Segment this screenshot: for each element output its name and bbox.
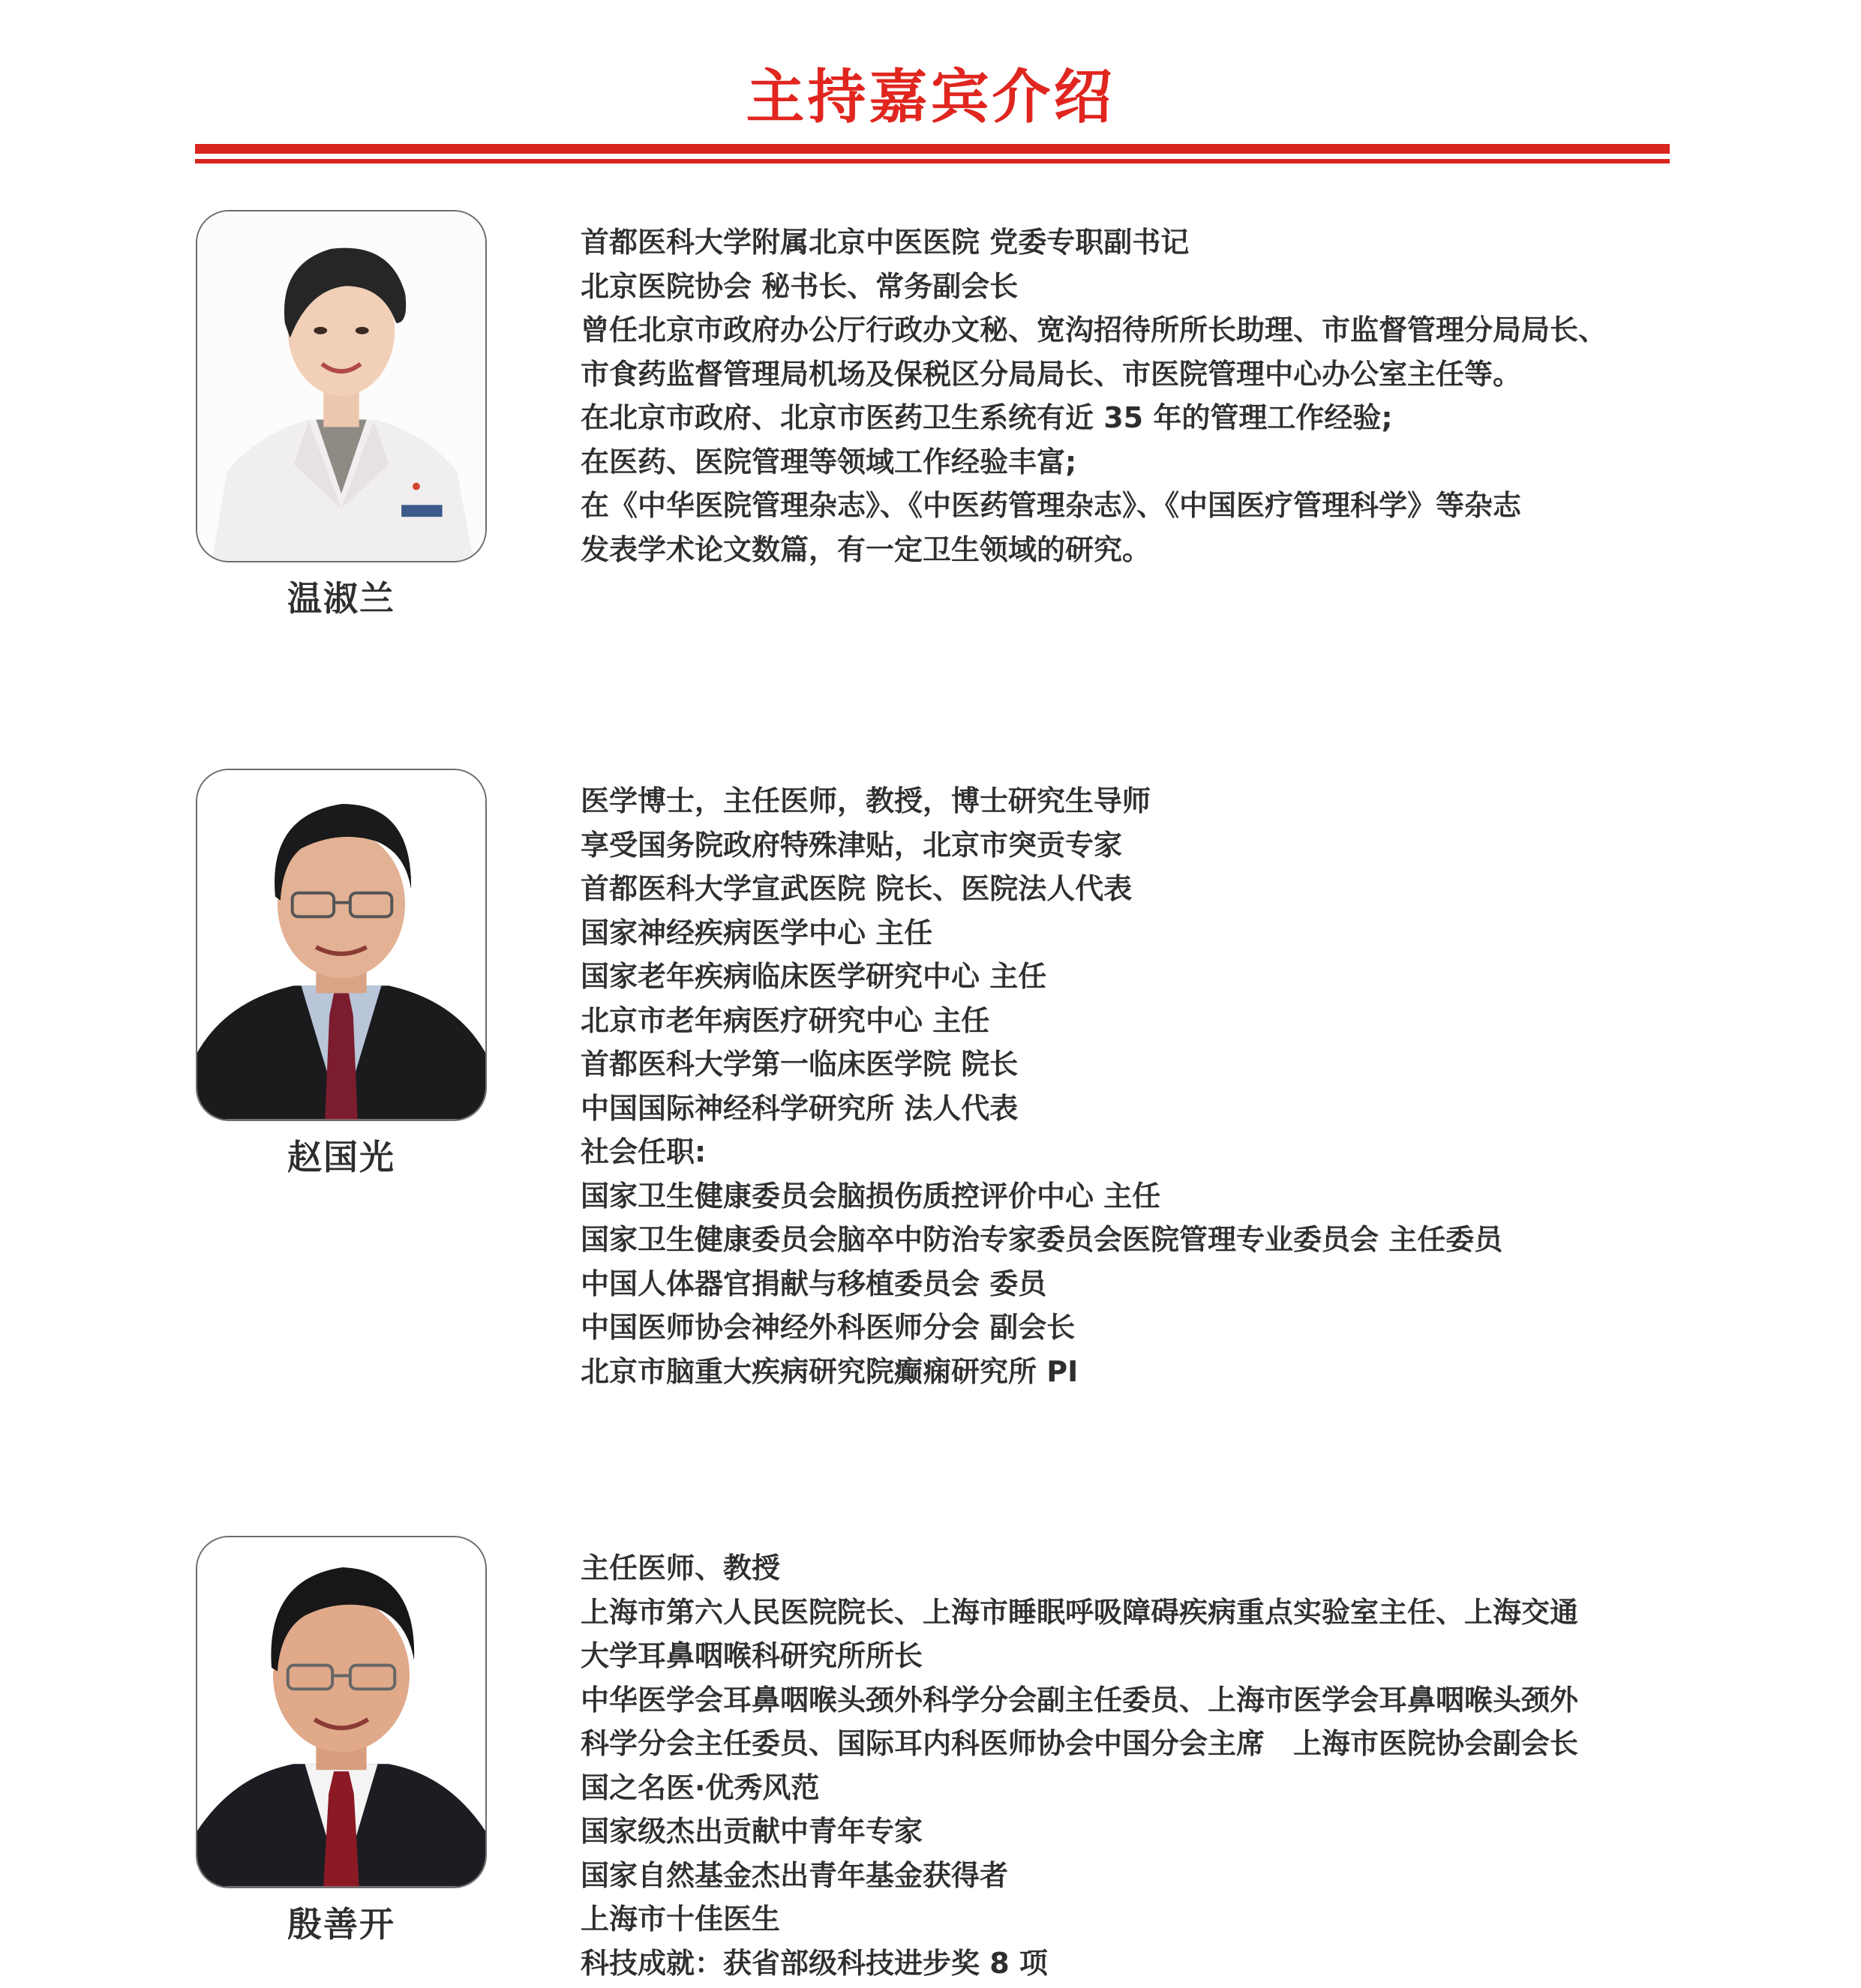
guest-photo	[196, 769, 487, 1121]
guest-photo	[196, 210, 487, 562]
portrait-man-icon	[197, 770, 485, 1120]
bio-line: 国家自然基金杰出青年基金获得者	[581, 1858, 1009, 1892]
bio-line: 上海市十佳医生	[581, 1903, 781, 1936]
bio-line: 国家神经疾病医学中心 主任	[581, 916, 933, 949]
bio-line: 中华医学会耳鼻咽喉头颈外科学分会副主任委员、上海市医学会耳鼻咽喉头颈外	[581, 1683, 1579, 1717]
guest-bio	[581, 1546, 1683, 1985]
bio-line: 享受国务院政府特殊津贴，北京市突贡专家	[581, 828, 1123, 862]
bio-line: 国家级杰出贡献中青年专家	[581, 1815, 923, 1848]
bio-line: 国家老年疾病临床医学研究中心 主任	[581, 960, 1047, 993]
guest-name: 温淑兰	[287, 578, 395, 619]
bio-line: 国之名医·优秀风范	[581, 1771, 820, 1804]
bio-line: 北京市老年病医疗研究中心 主任	[581, 1003, 990, 1037]
bio-line: 首都医科大学第一临床医学院 院长	[581, 1048, 1019, 1081]
portrait-woman-icon	[197, 211, 485, 561]
bio-line: 市食药监督管理局机场及保税区分局局长、市医院管理中心办公室主任等。	[581, 357, 1522, 391]
bio-line: 科学分会主任委员、国际耳内科医师协会中国分会主席 上海市医院协会副会长	[581, 1727, 1579, 1760]
bio-line: 主任医师、教授	[581, 1552, 781, 1585]
bio-line: 首都医科大学附属北京中医医院 党委专职副书记	[581, 226, 1190, 259]
bio-line: 曾任北京市政府办公厅行政办文秘、宽沟招待所所长助理、市监督管理分局局长、	[581, 313, 1607, 346]
bio-line: 中国国际神经科学研究所 法人代表	[581, 1091, 1019, 1125]
title-divider-thick	[195, 144, 1670, 154]
portrait-man-icon	[197, 1537, 485, 1887]
bio-line: 大学耳鼻咽喉科研究所所长	[581, 1639, 923, 1672]
bio-line: 在医药、医院管理等领域工作经验丰富;	[581, 445, 1077, 478]
bio-line: 医学博士，主任医师，教授，博士研究生导师	[581, 784, 1151, 817]
bio-line: 在《中华医院管理杂志》、《中医药管理杂志》、《中国医疗管理科学》等杂志	[581, 489, 1522, 522]
bio-line: 发表学术论文数篇，有一定卫生领域的研究。	[581, 532, 1151, 566]
bio-line: 北京市脑重大疾病研究院癫痫研究所 PI	[581, 1354, 1079, 1388]
page-title: 主持嘉宾介绍	[746, 64, 1115, 131]
bio-line: 北京医院协会 秘书长、常务副会长	[581, 269, 1019, 303]
bio-line: 首都医科大学宣武医院 院长、医院法人代表	[581, 872, 1133, 905]
title-divider-thin	[195, 159, 1670, 163]
bio-line: 在北京市政府、北京市医药卫生系统有近 35 年的管理工作经验;	[581, 401, 1393, 434]
guest-photo	[196, 1536, 487, 1888]
bio-line: 中国人体器官捐献与移植委员会 委员	[581, 1267, 1047, 1300]
bio-line: 科技成就：获省部级科技进步奖 8 项	[581, 1946, 1048, 1980]
bio-line: 中国医师协会神经外科医师分会 副会长	[581, 1311, 1076, 1344]
guest-bio	[581, 220, 1683, 571]
bio-line: 国家卫生健康委员会脑卒中防治专家委员会医院管理专业委员会 主任委员	[581, 1223, 1503, 1256]
bio-line: 社会任职:	[581, 1135, 707, 1168]
guest-name: 赵国光	[287, 1137, 395, 1177]
bio-line: 国家卫生健康委员会脑损伤质控评价中心 主任	[581, 1179, 1161, 1213]
guest-bio	[581, 779, 1683, 1393]
bio-line: 上海市第六人民医院院长、上海市睡眠呼吸障碍疾病重点实验室主任、上海交通	[581, 1595, 1579, 1629]
guest-name: 殷善开	[287, 1904, 395, 1945]
